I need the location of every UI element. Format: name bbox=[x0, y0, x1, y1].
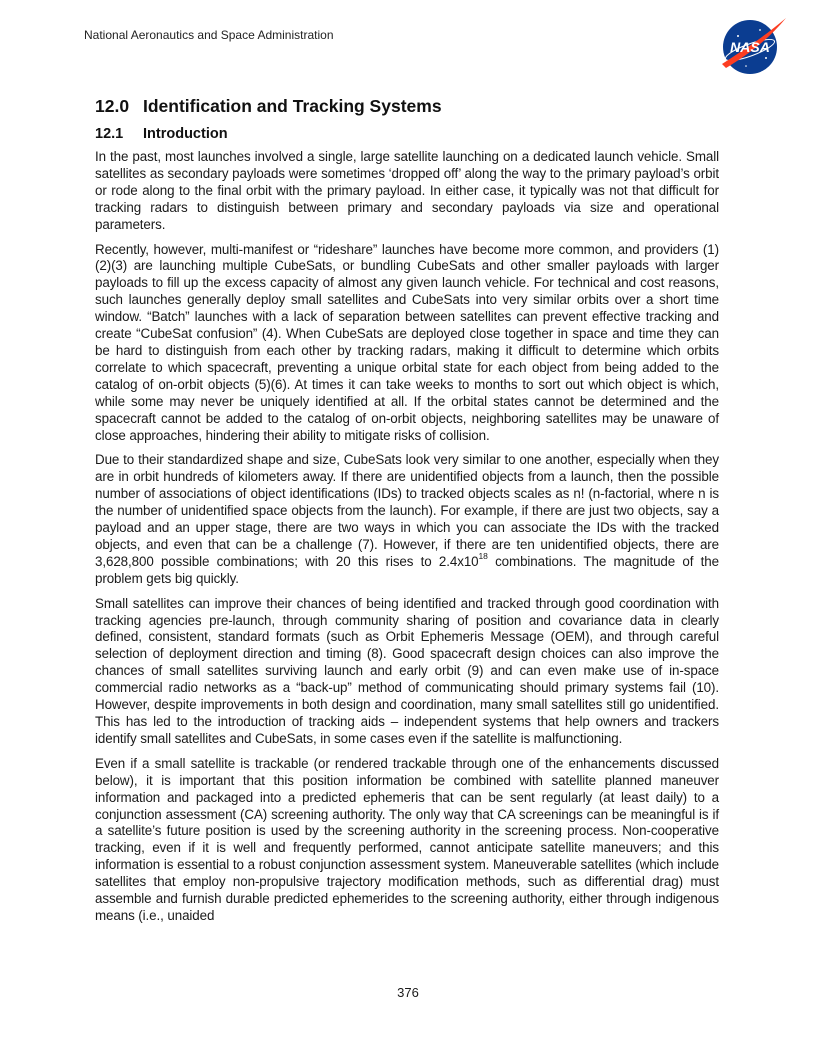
section-title: Identification and Tracking Systems bbox=[143, 96, 442, 116]
superscript-exponent: 18 bbox=[478, 551, 488, 562]
nasa-logo bbox=[716, 14, 788, 80]
paragraph-3-text: Due to their standardized shape and size, CubeSats look very similar to one another, especially when they are in orbit hundreds of kilometers away. If there are unidentified objects from a launch, then the possible number of associations of object identifications (IDs) to tracked objects scales as n! (n-factorial, where n is the number of unidentified space objects from the launch). For example, if there are just two objects, say a payload and an upper stage, there are two ways in which you can associate the IDs with the tracked objects, and even that can be a challenge (7). However, if there are ten unidentified objects, there are 3,628,800 possible combinations; with 20 this rises to 2.4x10 bbox=[95, 452, 719, 569]
section-heading bbox=[95, 96, 719, 117]
section-number: 12.0 bbox=[95, 96, 130, 116]
subsection-number: 12.1 bbox=[95, 126, 124, 142]
subsection-heading bbox=[95, 126, 719, 142]
logo-text: NASA bbox=[730, 39, 770, 55]
paragraph-2: Recently, however, multi-manifest or “rideshare” launches have become more common, and providers (1)(2)(3) are launching multiple CubeSats, or bundling CubeSats and other smaller payloads with larger payloads to fill up the excess capacity of almost any given launch vehicle. For technical and cost reasons, such launches generally deploy small satellites and CubeSats into very similar orbits over a short time window. “Batch” launches with a lack of separation between satellites can prevent effective tracking and create “CubeSat confusion” (4). When CubeSats are deployed close together in space and time they can be hard to distinguish from each other by tracking radars, making it difficult to determine which orbits correlate to which spacecraft, preventing a unique orbital state for each object from being added to the catalog of on-orbit objects (5)(6). At times it can take weeks to months to sort out which object is which, while some may never be uniquely identified at all. If the orbital states cannot be determined and the spacecraft cannot be added to the catalog of on-orbit objects, neighboring satellites may be unaware of close approaches, hindering their ability to mitigate risks of collision. bbox=[95, 241, 719, 443]
paragraph-4: Small satellites can improve their chances of being identified and tracked through good coordination with tracking agencies pre-launch, through community sharing of position and covariance data in clearly defined, consistent, standard formats (such as Orbit Ephemeris Message (OEM), and through careful selection of deployment direction and timing (8). Good spacecraft design choices can also improve the chances of small satellites surviving launch and early orbit (9) and can even make use of in-space commercial radio networks as a “back-up” method of communicating should primary systems fail (10). However, despite improvements in both design and coordination, many small satellites still go unidentified. This has led to the introduction of tracking aids – independent systems that help owners and trackers identify small satellites and CubeSats, in some cases even if the satellite is malfunctioning. bbox=[95, 595, 719, 746]
header-org-name: National Aeronautics and Space Administration bbox=[84, 28, 334, 42]
nasa-meatball-icon bbox=[716, 14, 788, 80]
subsection-title: Introduction bbox=[143, 126, 228, 142]
page-number: 376 bbox=[397, 985, 419, 1000]
paragraph-1: In the past, most launches involved a single, large satellite launching on a dedicated launch vehicle. Small satellites as secondary payloads were sometimes ‘dropped off’ along the way to the primary payload’s orbit or rode along to the final orbit with the primary payload. In either case, it typically was not that difficult for tracking radars to distinguish between primary and secondary payloads via size and operational parameters. bbox=[95, 149, 719, 232]
paragraph-3-text-end: combinations. The magnitude of the problem gets big quickly. bbox=[95, 553, 719, 586]
paragraph-5: Even if a small satellite is trackable (or rendered trackable through one of the enhancements discussed below), it is important that this position information be combined with satellite planned maneuver information and packaged into a predicted ephemeris that can be sent regularly (at least daily) to a conjunction assessment (CA) screening authority. The only way that CA screenings can be meaningful is if a satellite’s future position is used by the screening authority in the screening process. Non-cooperative tracking, even if it is well and frequently performed, cannot anticipate satellite maneuvers; and this information is essential to a robust conjunction assessment system. Maneuverable satellites (which include satellites that employ non-propulsive trajectory modification methods, such as differential drag) must assemble and furnish durable predicted ephemerides to the screening authority, either through indigenous means (i.e., unaided bbox=[95, 755, 719, 923]
paragraph-3 bbox=[95, 452, 719, 587]
document-body bbox=[95, 96, 719, 933]
